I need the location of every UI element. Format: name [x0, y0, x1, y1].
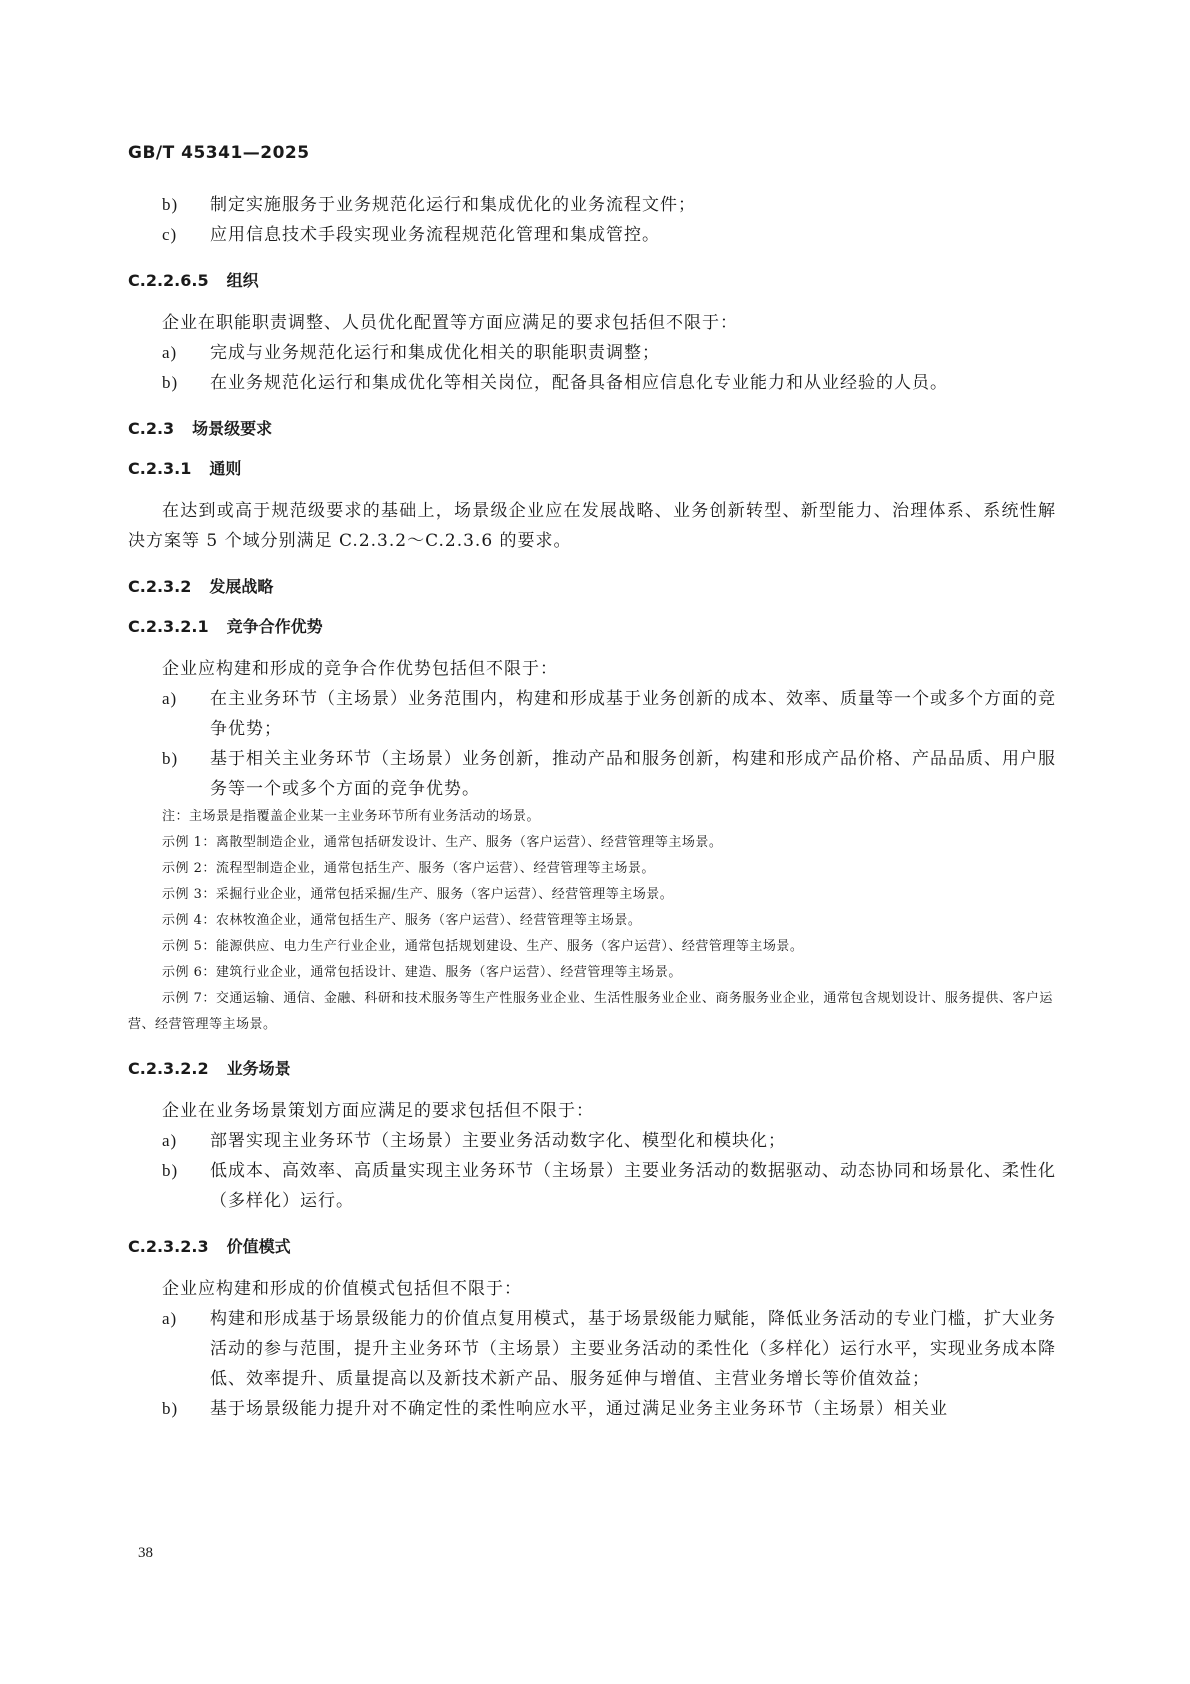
example-line: 示例 3：采掘行业企业，通常包括采掘/生产、服务（客户运营）、经营管理等主场景。 — [162, 887, 674, 902]
example-line: 示例 6：建筑行业企业，通常包括设计、建造、服务（客户运营）、经营管理等主场景。 — [162, 965, 682, 980]
list-item-b: b) 制定实施服务于业务规范化运行和集成优化的业务流程文件； — [162, 195, 696, 215]
section-heading-c2323: C.2.3.2.3 价值模式 — [128, 1237, 291, 1256]
list-item-b: b) 在业务规范化运行和集成优化等相关岗位，配备具备相应信息化专业能力和从业经验的人员。 — [162, 373, 948, 393]
paragraph: 企业在业务场景策划方面应满足的要求包括但不限于： — [162, 1101, 594, 1121]
standard-code: GB/T 45341—2025 — [128, 143, 310, 163]
list-item-a: a) 构建和形成基于场景级能力的价值点复用模式，基于场景级能力赋能，降低业务活动的专业门槛，扩大业务活动的参与范围，提升主业务环节（主场景）主要业务活动的柔性化（多样化）运行水平，实现业务成本降低、效率提升、质量提高以及新技术新产品、服务延伸与增值、主营业务增长等价值效益； — [162, 1309, 1056, 1389]
list-item-c: c) 应用信息技术手段实现业务流程规范化管理和集成管控。 — [162, 225, 660, 245]
page-number: 38 — [138, 1545, 153, 1561]
section-heading-c2265: C.2.2.6.5 组织 — [128, 271, 259, 290]
example-line: 示例 7：交通运输、通信、金融、科研和技术服务等生产性服务业企业、生活性服务业企业、商务服务业企业，通常包含规划设计、服务提供、客户运营、经营管理等主场景。 — [128, 991, 1053, 1032]
example-line: 示例 5：能源供应、电力生产行业企业，通常包括规划建设、生产、服务（客户运营）、经营管理等主场景。 — [162, 939, 804, 954]
section-heading-c23: C.2.3 场景级要求 — [128, 419, 273, 438]
section-heading-c232: C.2.3.2 发展战略 — [128, 577, 274, 596]
paragraph: 在达到或高于规范级要求的基础上，场景级企业应在发展战略、业务创新转型、新型能力、治理体系、系统性解决方案等 5 个域分别满足 C.2.3.2～C.2.3.6 的要求。 — [128, 501, 1056, 551]
list-item-b: b) 基于场景级能力提升对不确定性的柔性响应水平，通过满足业务主业务环节（主场景）相关业 — [162, 1399, 948, 1419]
list-item-a: a) 在主业务环节（主场景）业务范围内，构建和形成基于业务创新的成本、效率、质量等一个或多个方面的竞争优势； — [162, 689, 1056, 739]
paragraph: 企业应构建和形成的价值模式包括但不限于： — [162, 1279, 522, 1299]
list-item-b: b) 基于相关主业务环节（主场景）业务创新，推动产品和服务创新，构建和形成产品价格、产品品质、用户服务等一个或多个方面的竞争优势。 — [162, 749, 1056, 799]
example-line: 示例 2：流程型制造企业，通常包括生产、服务（客户运营）、经营管理等主场景。 — [162, 861, 655, 876]
section-heading-c2322: C.2.3.2.2 业务场景 — [128, 1059, 291, 1078]
paragraph: 企业应构建和形成的竞争合作优势包括但不限于： — [162, 659, 558, 679]
list-item-b: b) 低成本、高效率、高质量实现主业务环节（主场景）主要业务活动的数据驱动、动态协同和场景化、柔性化（多样化）运行。 — [162, 1161, 1056, 1211]
page-content — [128, 190, 1056, 1424]
section-heading-c231: C.2.3.1 通则 — [128, 459, 242, 478]
section-heading-c2321: C.2.3.2.1 竞争合作优势 — [128, 617, 323, 636]
paragraph: 企业在职能职责调整、人员优化配置等方面应满足的要求包括但不限于： — [162, 313, 738, 333]
note-line: 注：主场景是指覆盖企业某一主业务环节所有业务活动的场景。 — [162, 809, 541, 824]
list-item-a: a) 完成与业务规范化运行和集成优化相关的职能职责调整； — [162, 343, 660, 363]
example-line: 示例 4：农林牧渔企业，通常包括生产、服务（客户运营）、经营管理等主场景。 — [162, 913, 642, 928]
example-line: 示例 1：离散型制造企业，通常包括研发设计、生产、服务（客户运营）、经营管理等主场景。 — [162, 835, 723, 850]
list-item-a: a) 部署实现主业务环节（主场景）主要业务活动数字化、模型化和模块化； — [162, 1131, 786, 1151]
